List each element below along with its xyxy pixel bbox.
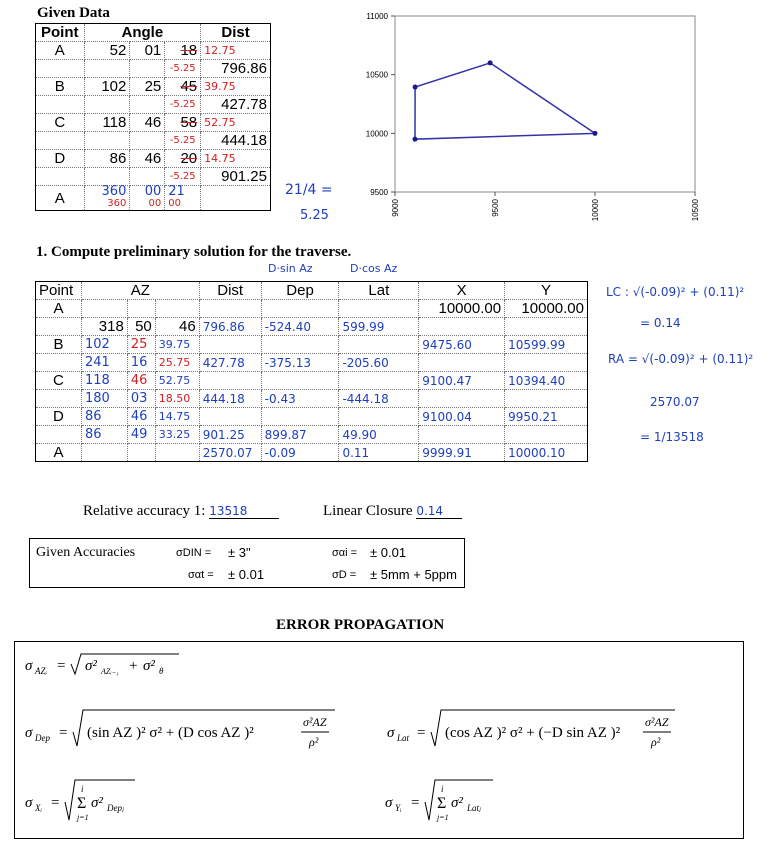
traverse-table <box>35 281 588 462</box>
empty-cell <box>84 132 130 150</box>
angle-sec <box>165 114 201 132</box>
ra-label: RA = <box>608 352 638 366</box>
sigma-lat-symbol: σ <box>387 725 395 741</box>
dep-value: 899.87 <box>261 426 339 444</box>
given-data-table <box>35 23 271 211</box>
correction: -5.25 <box>165 96 201 114</box>
dist-value: 901.25 <box>199 426 261 444</box>
empty-cell <box>36 60 85 78</box>
empty-cell <box>84 96 130 114</box>
sum-sign: Σ <box>77 795 87 812</box>
az-min: 16 <box>127 354 155 372</box>
header-dist: Dist <box>201 24 271 42</box>
point-label: B <box>36 78 85 96</box>
sigma-az-sub: AZᵢ <box>35 666 47 676</box>
angle-deg: 86 <box>81 408 127 426</box>
x-value: 9100.04 <box>419 408 505 426</box>
empty-cell <box>127 444 155 462</box>
empty-cell <box>36 354 82 372</box>
dep-formula-note: D·sin Az <box>268 262 313 275</box>
header-az: AZ <box>81 282 199 300</box>
error-propagation-title: ERROR PROPAGATION <box>276 617 445 633</box>
empty-cell <box>419 318 505 336</box>
sec-target: 00 <box>168 198 181 209</box>
dist-value: 444.18 <box>199 390 261 408</box>
empty-cell <box>339 372 419 390</box>
empty-cell <box>505 354 588 372</box>
header-point: Point <box>36 282 82 300</box>
empty-cell <box>505 390 588 408</box>
angle-deg: 118 <box>81 372 127 390</box>
y-value: 9950.21 <box>505 408 588 426</box>
empty-cell <box>36 168 85 186</box>
az-sec: 46 <box>155 318 199 336</box>
table-row <box>36 336 588 354</box>
empty-cell <box>199 372 261 390</box>
misclosure-note: 21/4 = <box>285 182 333 198</box>
empty-cell <box>261 408 339 426</box>
sigma-term: σ² <box>85 658 97 674</box>
point-label: D <box>36 150 85 168</box>
x-tick-label: 10500 <box>691 199 700 222</box>
traverse-point <box>488 60 493 65</box>
dep-expr: (sin AZ )² σ² + (D cos AZ )² <box>87 725 254 741</box>
table-row <box>36 78 271 96</box>
dep-value: -524.40 <box>261 318 339 336</box>
y-tick-label: 11000 <box>366 12 388 21</box>
angle-sec: 14.75 <box>155 408 199 426</box>
y-tick-label: 9500 <box>370 188 388 197</box>
empty-cell <box>339 300 419 318</box>
sum-lower: j=1 <box>437 813 449 822</box>
empty-cell <box>419 390 505 408</box>
x-tick-label: 9500 <box>491 199 500 217</box>
empty-cell <box>419 426 505 444</box>
empty-cell <box>199 300 261 318</box>
empty-cell <box>84 168 130 186</box>
lat-formula-note: D·cos Az <box>350 262 398 275</box>
angle-min: 46 <box>127 408 155 426</box>
empty-cell <box>505 318 588 336</box>
header-lat: Lat <box>339 282 419 300</box>
empty-cell <box>130 132 165 150</box>
az-sec: 33.25 <box>155 426 199 444</box>
angle-deg: 52 <box>84 42 130 60</box>
table-row <box>36 42 271 60</box>
traverse-point <box>413 85 418 90</box>
table-row <box>36 444 588 462</box>
lat-value: -444.18 <box>339 390 419 408</box>
formula-graphics <box>15 642 745 840</box>
dist-value: 427.78 <box>199 354 261 372</box>
sigma-x-symbol: σ <box>25 795 33 811</box>
empty-cell <box>130 60 165 78</box>
term-sub: Depⱼ <box>107 803 124 813</box>
empty-cell <box>339 336 419 354</box>
empty-cell <box>36 426 82 444</box>
sec-value: 20 <box>180 150 198 167</box>
sec-adjusted: 39.75 <box>201 78 271 96</box>
frac-num: σ²AZ <box>303 715 327 729</box>
sec-adjusted: 14.75 <box>201 150 271 168</box>
az-deg: 318 <box>81 318 127 336</box>
angle-deg-sum <box>84 186 130 211</box>
s-ai-value: ± 0.01 <box>370 545 407 560</box>
lc-expression: √(-0.09)² + (0.11)² <box>632 285 745 299</box>
angle-sec <box>165 150 201 168</box>
lat-value: 49.90 <box>339 426 419 444</box>
az-min: 49 <box>127 426 155 444</box>
table-row <box>36 300 588 318</box>
angle-sec: 39.75 <box>155 336 199 354</box>
frac-den: ρ² <box>309 735 319 749</box>
rel-acc-value: 13518 <box>209 504 279 519</box>
angle-sec-sum <box>165 186 201 211</box>
point-label: B <box>36 336 82 354</box>
empty-cell <box>36 318 82 336</box>
plus-sign: + <box>129 658 138 674</box>
angle-min: 25 <box>127 336 155 354</box>
angle-deg: 102 <box>81 336 127 354</box>
dep-value: -375.13 <box>261 354 339 372</box>
min-target: 00 <box>148 198 162 209</box>
empty-cell <box>84 60 130 78</box>
lat-value: -205.60 <box>339 354 419 372</box>
angle-deg: 86 <box>84 150 130 168</box>
header-point: Point <box>36 24 85 42</box>
empty-cell <box>81 300 127 318</box>
point-label: A <box>36 300 82 318</box>
lc-label: LC : <box>606 285 629 299</box>
angle-min: 25 <box>130 78 165 96</box>
sec-value: 45 <box>180 78 198 95</box>
lat-total: 0.11 <box>339 444 419 462</box>
term-sub: Latⱼ <box>467 803 481 813</box>
distance: 427.78 <box>201 96 271 114</box>
sigma-dep-symbol: σ <box>25 725 33 741</box>
angle-min-sum <box>130 186 165 211</box>
sec-value: 58 <box>180 114 198 131</box>
traverse-point <box>593 131 598 136</box>
relative-accuracy <box>83 503 279 520</box>
deg-sum: 360 <box>101 184 127 199</box>
empty-cell <box>81 444 127 462</box>
sum-upper: i <box>81 784 84 794</box>
point-label: A <box>36 42 85 60</box>
empty-cell <box>130 96 165 114</box>
empty-cell <box>339 408 419 426</box>
distance: 444.18 <box>201 132 271 150</box>
lat-expr: (cos AZ )² σ² + (−D sin AZ )² <box>445 725 621 741</box>
angle-sec: 52.75 <box>155 372 199 390</box>
correction: -5.25 <box>165 168 201 186</box>
table-row <box>36 426 588 444</box>
given-acc-label: Given Accuracies <box>36 545 136 560</box>
dist-value: 796.86 <box>199 318 261 336</box>
eq-sign: = <box>59 725 68 741</box>
lc-note <box>606 285 744 299</box>
sigma-term: σ² <box>91 795 103 811</box>
empty-cell <box>36 132 85 150</box>
ra-value: = 1/13518 <box>640 430 704 444</box>
table-row <box>36 354 588 372</box>
angle-min: 01 <box>130 42 165 60</box>
header-angle: Angle <box>84 24 201 42</box>
ra-expression: √(-0.09)² + (0.11)² <box>641 352 754 366</box>
az-deg: 180 <box>81 390 127 408</box>
frac-den: ρ² <box>651 735 661 749</box>
table-row <box>36 372 588 390</box>
theta-sub: θ <box>159 666 164 676</box>
formula-box <box>14 641 744 839</box>
y-tick-label: 10500 <box>365 70 388 80</box>
lin-closure-value: 0.14 <box>416 504 462 519</box>
s-at-value: ± 0.01 <box>228 567 265 582</box>
empty-cell <box>155 444 199 462</box>
s-din-label: σDIN = <box>176 547 212 559</box>
point-label: C <box>36 372 82 390</box>
sigma-x-sub: Xᵢ <box>35 803 42 813</box>
point-label: C <box>36 114 85 132</box>
header-dist: Dist <box>199 282 261 300</box>
dep-value: -0.43 <box>261 390 339 408</box>
az-deg: 86 <box>81 426 127 444</box>
rel-acc-label: Relative accuracy 1: <box>83 503 206 519</box>
eq-sign: = <box>57 658 66 674</box>
header-y: Y <box>505 282 588 300</box>
sigma-theta: σ² <box>143 658 155 674</box>
az-sec: 25.75 <box>155 354 199 372</box>
angle-deg: 118 <box>84 114 130 132</box>
empty-cell <box>36 96 85 114</box>
lin-closure-label: Linear Closure <box>323 503 413 519</box>
empty-cell <box>130 168 165 186</box>
angle-deg: 102 <box>84 78 130 96</box>
sigma-y-symbol: σ <box>385 795 393 811</box>
y-value: 10394.40 <box>505 372 588 390</box>
distance: 901.25 <box>201 168 271 186</box>
table-row <box>36 318 588 336</box>
table-row <box>36 150 271 168</box>
point-label: A <box>36 444 82 462</box>
x-value: 10000.00 <box>419 300 505 318</box>
ra-note <box>608 352 753 366</box>
empty-cell <box>36 390 82 408</box>
empty-cell <box>261 372 339 390</box>
x-tick-label: 10000 <box>591 199 600 222</box>
empty-cell <box>201 186 271 211</box>
table-row <box>36 60 271 78</box>
sum-lower: j=1 <box>77 813 89 822</box>
empty-cell <box>199 336 261 354</box>
given-accuracies-box <box>29 538 465 588</box>
az-deg: 241 <box>81 354 127 372</box>
x-value: 9475.60 <box>419 336 505 354</box>
sec-value: 18 <box>180 42 198 59</box>
az-min: 50 <box>127 318 155 336</box>
traverse-point <box>413 137 418 142</box>
sigma-term: σ² <box>451 795 463 811</box>
empty-cell <box>505 426 588 444</box>
y-value: 10000.10 <box>505 444 588 462</box>
header-x: X <box>419 282 505 300</box>
x-value: 9999.91 <box>419 444 505 462</box>
empty-cell <box>261 336 339 354</box>
min-sum: 00 <box>144 184 162 199</box>
y-value: 10599.99 <box>505 336 588 354</box>
empty-cell <box>261 300 339 318</box>
empty-cell <box>155 300 199 318</box>
sum-sign: Σ <box>437 795 447 812</box>
table-row <box>36 168 271 186</box>
y-value: 10000.00 <box>505 300 588 318</box>
sec-adjusted: 12.75 <box>201 42 271 60</box>
sum-upper: i <box>441 784 444 794</box>
point-label: A <box>36 186 85 211</box>
traverse-plot <box>355 10 700 225</box>
sigma-y-sub: Yᵢ <box>395 803 402 813</box>
correction: -5.25 <box>165 60 201 78</box>
frac-num: σ²AZ <box>645 715 669 729</box>
angle-sec <box>165 42 201 60</box>
y-tick-label: 10000 <box>365 129 388 139</box>
table-row <box>36 96 271 114</box>
s-at-label: σαt = <box>188 569 214 581</box>
eq-sign: = <box>417 725 426 741</box>
angle-min: 46 <box>130 114 165 132</box>
az-sec: 18.50 <box>155 390 199 408</box>
point-label: D <box>36 408 82 426</box>
s-d-label: σD = <box>332 569 357 581</box>
x-value: 9100.47 <box>419 372 505 390</box>
sec-sum: 21 <box>168 184 185 199</box>
table-row <box>36 390 588 408</box>
dist-total: 2570.07 <box>199 444 261 462</box>
table-row <box>36 132 271 150</box>
table-row <box>36 114 271 132</box>
s-d-value: ± 5mm + 5ppm <box>370 567 457 582</box>
lc-value: = 0.14 <box>640 316 681 330</box>
table-row <box>36 408 588 426</box>
x-tick-label: 9000 <box>391 199 400 217</box>
distance: 796.86 <box>201 60 271 78</box>
section-title: 1. Compute preliminary solution for the traverse. <box>36 244 352 260</box>
angle-sec <box>165 78 201 96</box>
eq-sign: = <box>51 795 60 811</box>
sigma-az-symbol: σ <box>25 658 33 674</box>
s-ai-label: σαi = <box>332 547 358 559</box>
angle-min: 46 <box>130 150 165 168</box>
s-din-value: ± 3" <box>228 545 251 560</box>
misclosure-result: 5.25 <box>300 208 329 223</box>
ra-denominator: 2570.07 <box>650 395 700 409</box>
header-dep: Dep <box>261 282 339 300</box>
eq-sign: = <box>411 795 420 811</box>
empty-cell <box>419 354 505 372</box>
dep-total: -0.09 <box>261 444 339 462</box>
table-row <box>36 186 271 211</box>
az-min: 03 <box>127 390 155 408</box>
given-data-title: Given Data <box>37 5 110 21</box>
lat-value: 599.99 <box>339 318 419 336</box>
empty-cell <box>199 408 261 426</box>
sigma-term-sub: AZᵢ₋₁ <box>101 667 119 676</box>
plot-area <box>395 16 695 192</box>
empty-cell <box>127 300 155 318</box>
sigma-lat-sub: Lat <box>397 733 410 743</box>
deg-target: 360 <box>107 198 127 209</box>
sigma-dep-sub: Dep <box>35 733 50 743</box>
correction: -5.25 <box>165 132 201 150</box>
angle-min: 46 <box>127 372 155 390</box>
linear-closure <box>323 503 462 520</box>
sec-adjusted: 52.75 <box>201 114 271 132</box>
